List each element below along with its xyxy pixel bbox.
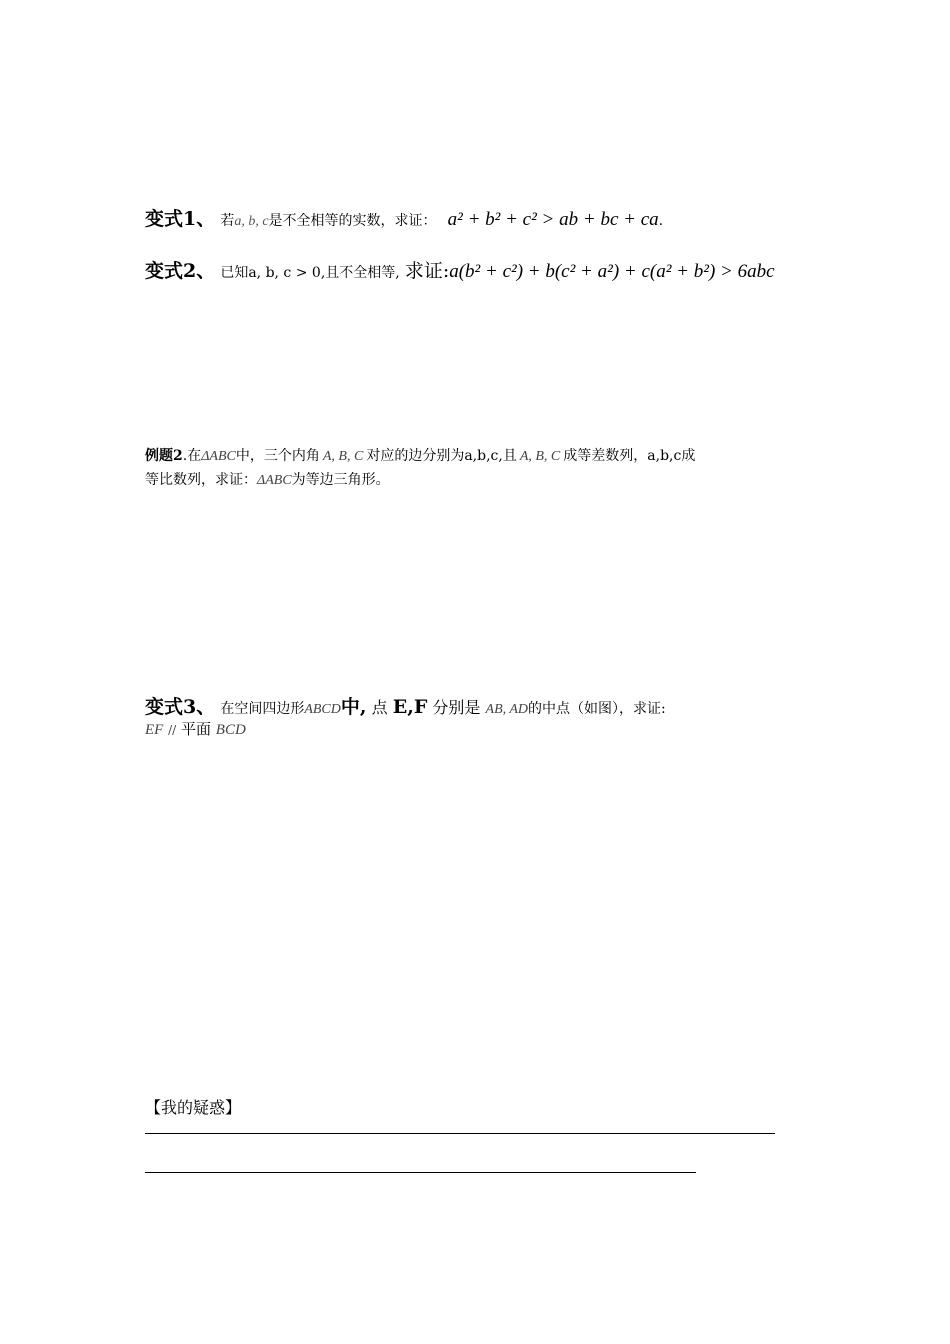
variant-1-text: 是不全相等的实数，求证：: [268, 213, 437, 229]
example-2-text-f: 为等边三角形。: [291, 472, 390, 488]
variant-3-point: 点: [371, 698, 388, 717]
variant-3-quad: ABCD: [304, 702, 341, 717]
parallel-symbol: //: [168, 723, 177, 737]
example-2-text-a: .在: [182, 448, 202, 464]
example-2-line2: [145, 469, 390, 489]
variant-1-pre: 若: [220, 213, 235, 229]
example-2-label: 例题2: [145, 448, 183, 464]
example-2-line1: [145, 445, 695, 465]
variant-3-plane: 平面: [180, 720, 211, 738]
example-2-triangle: ΔABC: [201, 449, 236, 464]
answer-line-2[interactable]: [145, 1172, 696, 1173]
example-2-angles: A, B, C: [322, 449, 364, 464]
answer-line-1[interactable]: [145, 1133, 775, 1134]
variant-3-bcd: BCD: [215, 722, 246, 738]
variant-3-pre: 在空间四边形: [220, 701, 305, 717]
variant-2-lead: 求证:: [404, 260, 450, 282]
example-2-text-d: 成等差数列，a,b,c成: [563, 448, 696, 464]
variant-1-formula: a² + b² + c² > ab + bc + ca: [447, 209, 659, 230]
variant-1-end: .: [658, 213, 664, 229]
variant-3-segs: AB, AD: [485, 702, 529, 717]
variant-3-fenbie: 分别是: [432, 698, 481, 717]
variant-1-vars: a, b, c: [234, 214, 269, 229]
variant-3-label: 变式3、: [145, 696, 216, 718]
variant-2-pre: 已知a, b, c > 0,且不全相等,: [220, 265, 400, 281]
variant-1-label: 变式1、: [145, 208, 216, 230]
example-2-text-b: 中，三个内角: [235, 448, 320, 464]
variant-3-zhong: 中,: [340, 696, 367, 718]
variant-3-ef-2: EF: [145, 722, 164, 738]
variant-2-formula: a(b² + c²) + b(c² + a²) + c(a² + b²) > 6abc: [449, 261, 775, 282]
variant-3-line2: [145, 718, 246, 739]
example-2-triangle-2: ΔABC: [257, 473, 292, 488]
example-2-text-c: 对应的边分别为a,b,c,且: [366, 448, 517, 464]
variant-2-label: 变式2、: [145, 260, 216, 282]
variant-3-ef: E,F: [392, 696, 428, 718]
example-2-text-e: 等比数列，求证：: [145, 472, 257, 488]
variant-2: [145, 256, 775, 283]
variant-3-mid: 的中点（如图），求证:: [528, 701, 666, 717]
example-2-angles-2: A, B, C: [519, 449, 561, 464]
doubt-title: 【我的疑惑】: [145, 1098, 242, 1117]
variant-3-line1: [145, 692, 666, 719]
variant-1: [145, 204, 663, 231]
